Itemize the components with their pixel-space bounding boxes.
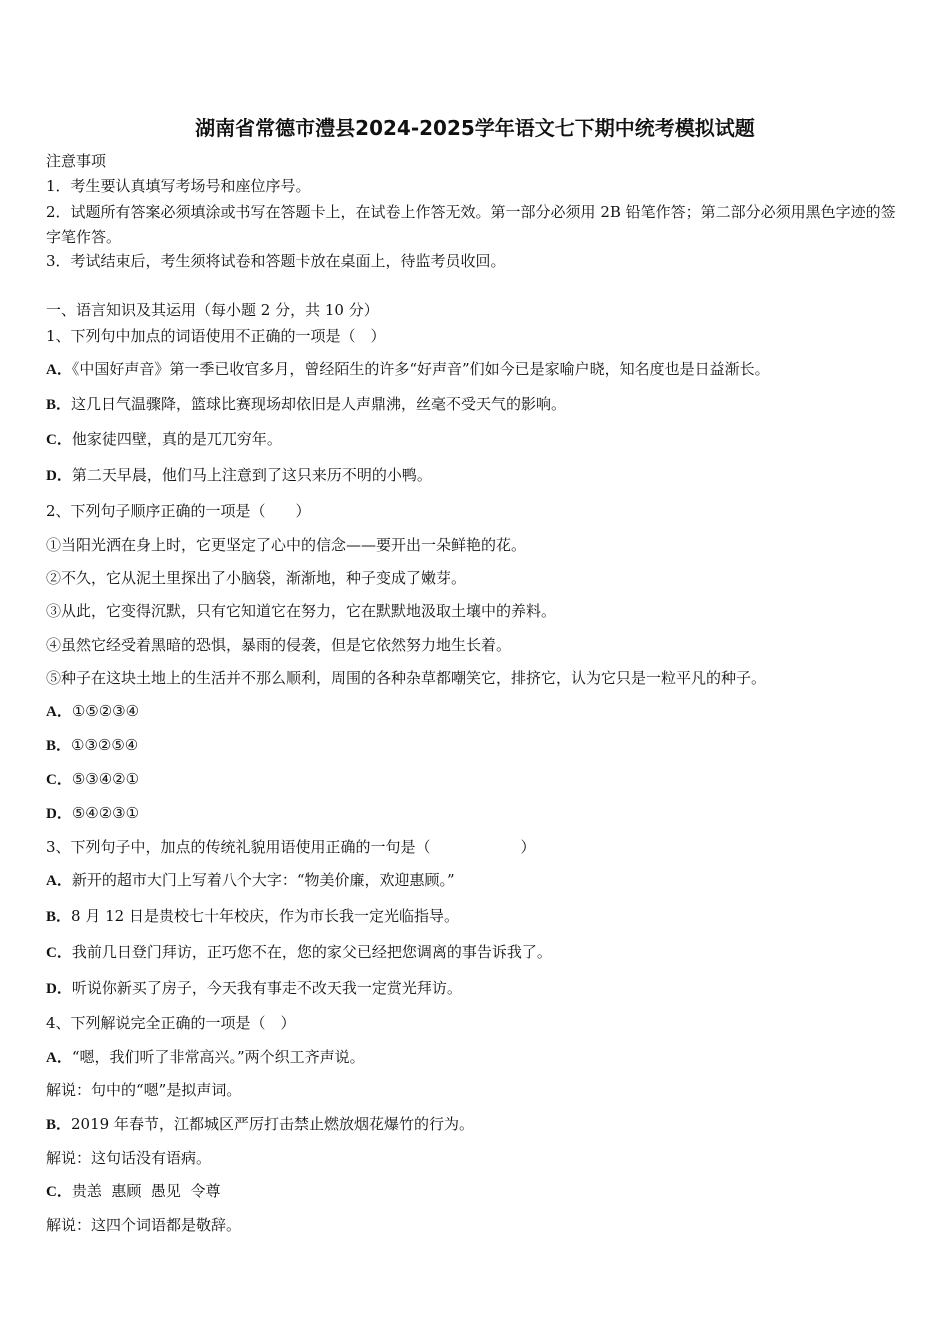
option-label: B． bbox=[46, 738, 72, 754]
option-label: A． bbox=[46, 362, 72, 378]
q4-explain-b: 解说：这句话没有语病。 bbox=[46, 1149, 212, 1167]
q2-option-d bbox=[46, 802, 910, 825]
option-text: 8 月 12 日是贵校七十年校庆，作为市长我一定光临指导。 bbox=[71, 907, 459, 925]
q2-sentence-1: ①当阳光洒在身上时，它更坚定了心中的信念——要开出一朵鲜艳的花。 bbox=[46, 536, 527, 554]
option-label: A． bbox=[46, 1050, 72, 1066]
q3-option-b bbox=[46, 905, 910, 928]
q3-option-c bbox=[46, 941, 910, 964]
option-text: 听说你新买了房子，今天我有事走不改天我一定赏光拜访。 bbox=[71, 979, 462, 997]
option-text: 新开的超市大门上写着八个大字：“物美价廉，欢迎惠顾。” bbox=[71, 871, 455, 889]
notice-heading: 注意事项 bbox=[46, 152, 107, 170]
option-text: 2019 年春节，江都城区严厉打击禁止燃放烟花爆竹的行为。 bbox=[71, 1115, 474, 1133]
q2-sentence-3: ③从此，它变得沉默，只有它知道它在努力，它在默默地汲取土壤中的养料。 bbox=[46, 602, 557, 620]
q4-item-a bbox=[46, 1046, 910, 1069]
question-2-stem: 2、下列句子顺序正确的一项是（ ） bbox=[46, 502, 311, 520]
option-label: D． bbox=[46, 468, 72, 484]
q2-sentence-4: ④虽然它经受着黑暗的恐惧，暴雨的侵袭，但是它依然努力地生长着。 bbox=[46, 636, 512, 654]
page-title: 湖南省常德市澧县2024-2025学年语文七下期中统考模拟试题 bbox=[195, 116, 755, 140]
option-text: ⑤④②③① bbox=[71, 804, 140, 822]
q1-option-d bbox=[46, 464, 910, 487]
q2-option-b bbox=[46, 734, 910, 757]
option-text: “嗯，我们听了非常高兴。”两个织工齐声说。 bbox=[71, 1048, 365, 1066]
q4-item-c bbox=[46, 1180, 910, 1203]
question-1-stem: 1、下列句中加点的词语使用不正确的一项是（ ） bbox=[46, 327, 386, 345]
section-heading: 一、语言知识及其运用（每小题 2 分，共 10 分） bbox=[46, 301, 379, 319]
option-text: 他家徒四壁，真的是兀兀穷年。 bbox=[71, 430, 282, 448]
q2-sentence-5: ⑤种子在这块土地上的生活并不那么顺利，周围的各种杂草都嘲笑它，排挤它，认为它只是一粒平凡的种子。 bbox=[46, 669, 767, 687]
option-label: C． bbox=[46, 772, 72, 788]
option-label: B． bbox=[46, 1117, 72, 1133]
option-label: C． bbox=[46, 945, 72, 961]
q3-option-a bbox=[46, 869, 910, 892]
option-label: C． bbox=[46, 1184, 72, 1200]
q4-explain-c: 解说：这四个词语都是敬辞。 bbox=[46, 1216, 242, 1234]
question-4-stem: 4、下列解说完全正确的一项是（ ） bbox=[46, 1014, 296, 1032]
option-label: A． bbox=[46, 704, 72, 720]
option-label: C． bbox=[46, 432, 72, 448]
option-text: ①⑤②③④ bbox=[71, 702, 140, 720]
q4-explain-a: 解说：句中的“嗯”是拟声词。 bbox=[46, 1081, 242, 1099]
notice-item-2: 2．试题所有答案必须填涂或书写在答题卡上，在试卷上作答无效。第一部分必须用 2B 铅笔作答；第二部分必须用黑色字迹的签字笔作答。 bbox=[46, 203, 896, 246]
option-label: D． bbox=[46, 806, 72, 822]
q1-option-b bbox=[46, 393, 910, 416]
q1-option-c bbox=[46, 428, 910, 451]
option-text: 我前几日登门拜访，正巧您不在，您的家父已经把您调离的事告诉我了。 bbox=[71, 943, 552, 961]
q2-option-c bbox=[46, 768, 910, 791]
q4-item-b bbox=[46, 1113, 910, 1136]
question-3-stem: 3、下列句子中，加点的传统礼貌用语使用正确的一句是（ ） bbox=[46, 838, 536, 856]
option-text: 《中国好声音》第一季已收官多月，曾经陌生的许多“好声音”们如今已是家喻户晓，知名度也是日益渐长。 bbox=[71, 360, 770, 378]
option-label: A． bbox=[46, 873, 72, 889]
q1-option-a bbox=[46, 358, 910, 381]
option-label: B． bbox=[46, 909, 72, 925]
option-label: D． bbox=[46, 981, 72, 997]
option-text: 这几日气温骤降，篮球比赛现场却依旧是人声鼎沸，丝毫不受天气的影响。 bbox=[71, 395, 567, 413]
q2-sentence-2: ②不久，它从泥土里探出了小脑袋，渐渐地，种子变成了嫩芽。 bbox=[46, 569, 467, 587]
notice-item-1: 1．考生要认真填写考场号和座位序号。 bbox=[46, 177, 311, 195]
option-text: ⑤③④②① bbox=[71, 770, 140, 788]
option-text: 第二天早晨，他们马上注意到了这只来历不明的小鸭。 bbox=[71, 466, 432, 484]
q3-option-d bbox=[46, 977, 910, 1000]
q2-option-a bbox=[46, 700, 910, 723]
option-text: 贵恙 惠顾 愚见 令尊 bbox=[71, 1182, 221, 1200]
option-label: B． bbox=[46, 397, 72, 413]
option-text: ①③②⑤④ bbox=[71, 736, 139, 754]
notice-item-3: 3．考试结束后，考生须将试卷和答题卡放在桌面上，待监考员收回。 bbox=[46, 252, 506, 270]
